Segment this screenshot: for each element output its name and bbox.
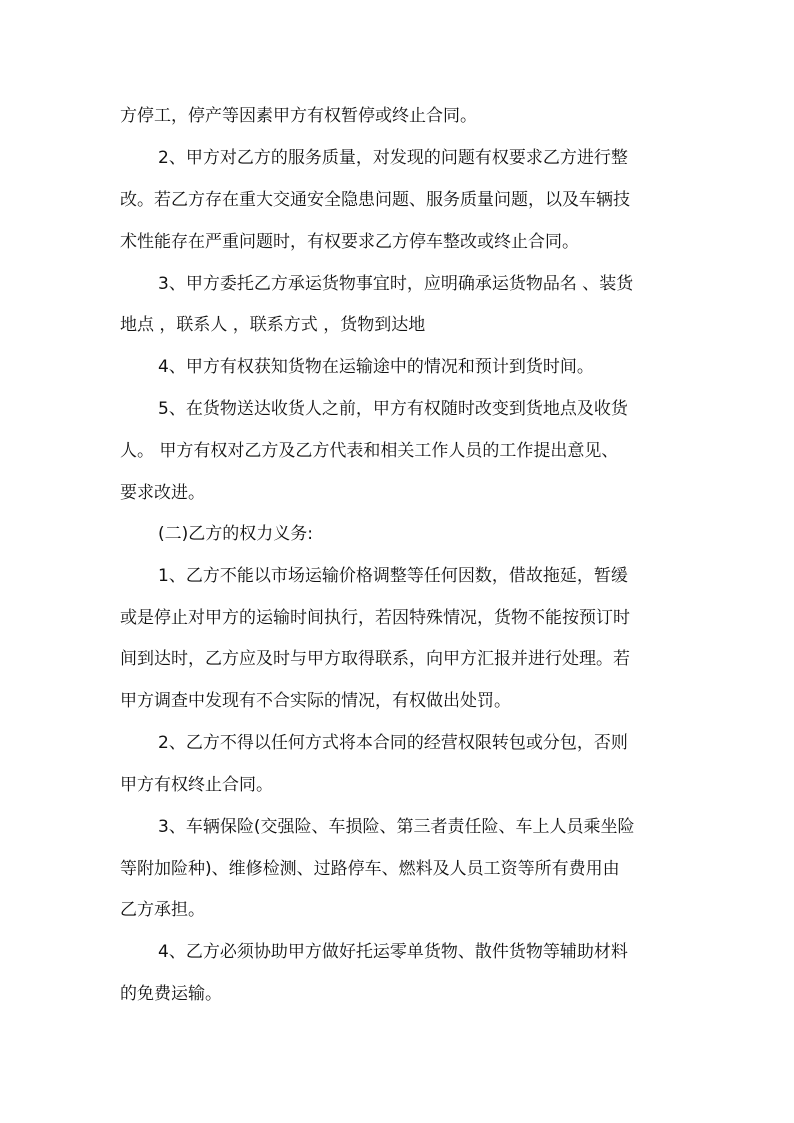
text-line — [0, 188, 794, 212]
text-line — [0, 731, 794, 755]
text-line — [0, 689, 794, 713]
line-text: 人。 甲方有权对乙方及乙方代表和相关工作人员的工作提出意见、 — [120, 441, 619, 461]
line-text: 3、车辆保险(交强险、车损险、第三者责任险、车上人员乘坐险 — [158, 817, 635, 837]
line-text: 甲方调查中发现有不合实际的情况，有权做出处罚。 — [120, 691, 511, 711]
text-line — [0, 773, 794, 797]
text-line — [0, 815, 794, 839]
line-text: 要求改进。 — [120, 483, 205, 503]
text-line — [0, 355, 794, 379]
line-text: 乙方承担。 — [120, 900, 205, 920]
text-line — [0, 481, 794, 505]
text-line — [0, 606, 794, 630]
line-text: 4、甲方有权获知货物在运输途中的情况和预计到货时间。 — [158, 357, 594, 377]
line-text: 术性能存在严重问题时，有权要求乙方停车整改或终止合同。 — [120, 232, 579, 252]
section-heading — [0, 522, 794, 546]
line-text: 的免费运输。 — [120, 984, 222, 1004]
line-text: 甲方有权终止合同。 — [120, 775, 273, 795]
line-text: 2、甲方对乙方的服务质量，对发现的问题有权要求乙方进行整 — [158, 148, 628, 168]
text-line — [0, 898, 794, 922]
text-line — [0, 104, 794, 128]
line-text: 等附加险种)、维修检测、过路停车、燃料及人员工资等所有费用由 — [120, 859, 620, 879]
text-line — [0, 857, 794, 881]
line-text: 地点 ，联系人 ，联系方式 ，货物到达地 — [120, 315, 426, 335]
text-line — [0, 647, 794, 671]
text-line — [0, 230, 794, 254]
text-line — [0, 397, 794, 421]
text-line — [0, 146, 794, 170]
text-line — [0, 982, 794, 1006]
line-text: 1、乙方不能以市场运输价格调整等任何因数，借故拖延，暂缓 — [158, 566, 628, 586]
text-line — [0, 439, 794, 463]
line-text: 4、乙方必须协助甲方做好托运零单货物、散件货物等辅助材料 — [158, 942, 628, 962]
line-text: 3、甲方委托乙方承运货物事宜时，应明确承运货物品名 、装货 — [158, 274, 634, 294]
line-text: 间到达时，乙方应及时与甲方取得联系，向甲方汇报并进行处理。若 — [120, 649, 630, 669]
line-text: (二)乙方的权力义务: — [158, 524, 313, 544]
line-text: 方停工，停产等因素甲方有权暂停或终止合同。 — [120, 106, 477, 126]
line-text: 5、在货物送达收货人之前，甲方有权随时改变到货地点及收货 — [158, 399, 628, 419]
line-text: 2、乙方不得以任何方式将本合同的经营权限转包或分包，否则 — [158, 733, 628, 753]
line-text: 改。若乙方存在重大交通安全隐患问题、服务质量问题，以及车辆技 — [120, 190, 630, 210]
text-line — [0, 940, 794, 964]
text-line — [0, 272, 794, 296]
text-line — [0, 564, 794, 588]
line-text: 或是停止对甲方的运输时间执行，若因特殊情况，货物不能按预订时 — [120, 608, 630, 628]
text-line — [0, 313, 794, 337]
